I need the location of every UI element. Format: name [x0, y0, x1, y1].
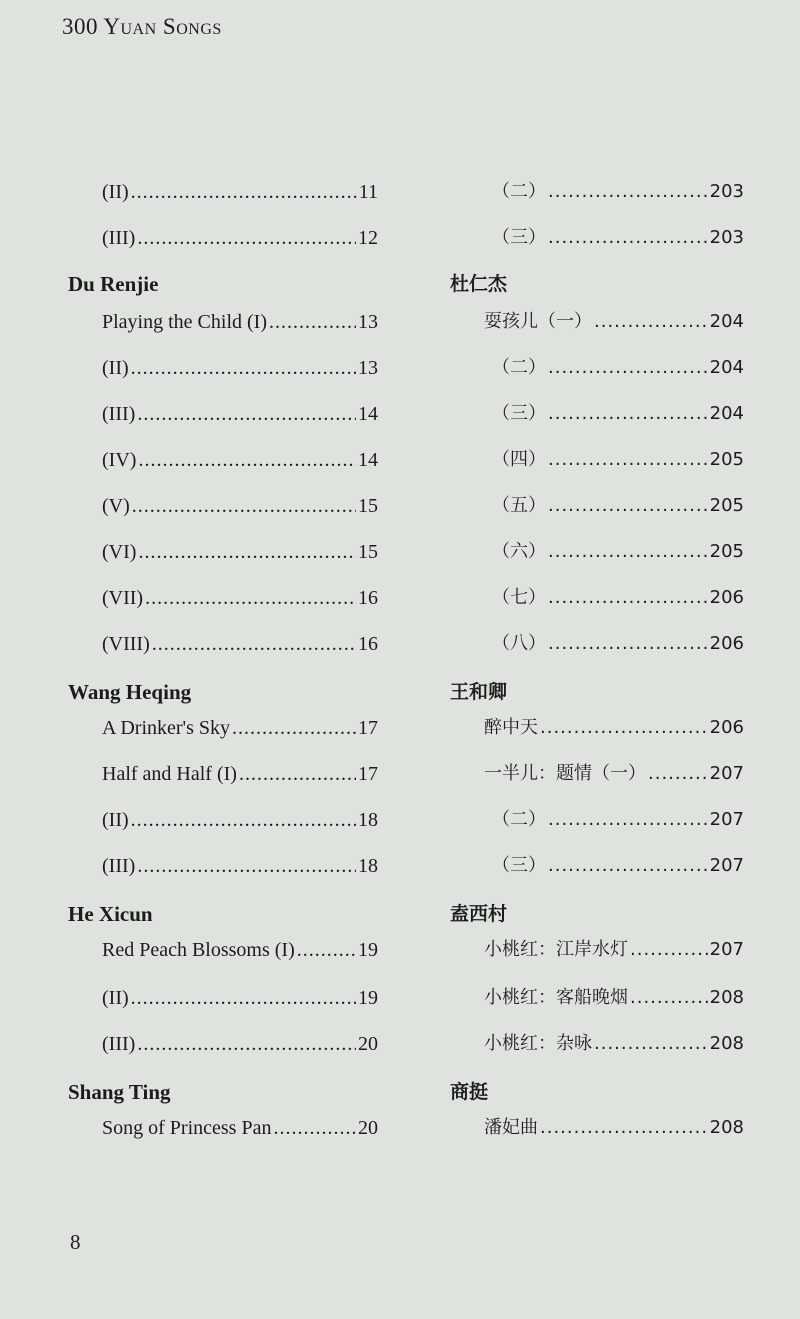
toc-entry	[102, 306, 378, 338]
toc-entry-page: 208	[709, 1033, 744, 1054]
toc-entry-title: （二）	[492, 357, 546, 378]
dot-leader	[548, 850, 708, 882]
dot-leader	[138, 444, 356, 476]
toc-author-heading: 杜仁杰	[450, 273, 508, 295]
dot-leader	[131, 352, 356, 384]
toc-entry-title: （八）	[492, 633, 546, 654]
toc-entry-page: 207	[709, 939, 744, 960]
toc-entry-title: （三）	[492, 403, 546, 424]
toc-author-heading: He Xicun	[68, 902, 153, 926]
dot-leader	[232, 712, 356, 744]
toc-author-heading: 商挺	[450, 1081, 489, 1103]
toc-entry-title: Playing the Child (I)	[102, 311, 267, 333]
toc-entry-page: 18	[358, 809, 378, 831]
toc-entry-page: 13	[358, 357, 378, 379]
dot-leader	[548, 628, 708, 660]
dot-leader	[137, 398, 356, 430]
toc-entry-page: 17	[358, 717, 378, 739]
toc-author-heading: 王和卿	[450, 681, 508, 703]
dot-leader	[145, 582, 356, 614]
toc-entry-page: 203	[709, 227, 744, 248]
toc-entry-title: (III)	[102, 403, 136, 425]
toc-entry-title: （四）	[492, 449, 546, 470]
toc-entry-page: 14	[358, 403, 378, 425]
toc-entry	[492, 850, 744, 882]
toc-entry-page: 14	[358, 449, 378, 471]
toc-entry-title: 小桃红：杂咏	[484, 1033, 592, 1054]
toc-author-heading: 盍西村	[450, 903, 508, 925]
toc-entry-title: 醉中天	[484, 717, 538, 738]
toc-entry-title: 耍孩儿（一）	[484, 311, 592, 332]
dot-leader	[548, 352, 708, 384]
toc-entry	[484, 982, 744, 1014]
dot-leader	[131, 804, 356, 836]
toc-entry-page: 13	[358, 311, 378, 333]
toc-entry-page: 15	[358, 541, 378, 563]
toc-entry-title: Song of Princess Pan	[102, 1117, 272, 1139]
toc-entry-page: 204	[709, 311, 744, 332]
toc-entry	[102, 582, 378, 614]
toc-entry	[492, 582, 744, 614]
toc-entry-page: 207	[709, 855, 744, 876]
toc-entry-title: (III)	[102, 855, 136, 877]
toc-entry-title: (II)	[102, 809, 129, 831]
toc-entry-page: 16	[358, 587, 378, 609]
toc-entry-title: （七）	[492, 587, 546, 608]
toc-entry-title: A Drinker's Sky	[102, 717, 231, 739]
toc-entry-title: (II)	[102, 181, 129, 203]
toc-entry-page: 203	[709, 181, 744, 202]
toc-entry	[484, 1028, 744, 1060]
dot-leader	[548, 582, 708, 614]
toc-entry	[102, 398, 378, 430]
dot-leader	[540, 1112, 708, 1144]
toc-entry	[492, 490, 744, 522]
toc-entry-page: 204	[709, 357, 744, 378]
toc-entry-page: 204	[709, 403, 744, 424]
toc-entry-title: (IV)	[102, 449, 137, 471]
dot-leader	[548, 444, 708, 476]
toc-entry-title: （二）	[492, 809, 546, 830]
toc-entry-page: 12	[358, 227, 378, 249]
toc-entry-page: 205	[709, 449, 744, 470]
toc-entry-page: 19	[358, 987, 378, 1009]
dot-leader	[273, 1112, 356, 1144]
toc-entry	[102, 444, 378, 476]
dot-leader	[152, 628, 356, 660]
toc-entry-title: 潘妃曲	[484, 1117, 538, 1138]
dot-leader	[594, 306, 708, 338]
toc-entry-page: 16	[358, 633, 378, 655]
toc-entry	[102, 712, 378, 744]
toc-entry-page: 20	[358, 1033, 378, 1055]
dot-leader	[548, 222, 708, 254]
toc-entry-page: 208	[709, 1117, 744, 1138]
toc-entry	[102, 934, 378, 966]
toc-entry-title: （三）	[492, 855, 546, 876]
dot-leader	[548, 176, 708, 208]
toc-entry	[492, 176, 744, 208]
toc-entry-page: 207	[709, 763, 744, 784]
toc-entry-page: 205	[709, 495, 744, 516]
dot-leader	[630, 982, 708, 1014]
toc-entry	[492, 222, 744, 254]
toc-entry-title: Half and Half (I)	[102, 763, 237, 785]
toc-entry-page: 207	[709, 809, 744, 830]
toc-entry-page: 17	[358, 763, 378, 785]
toc-entry	[492, 628, 744, 660]
dot-leader	[138, 536, 356, 568]
toc-author-heading: Shang Ting	[68, 1080, 171, 1104]
toc-entry-title: （六）	[492, 541, 546, 562]
page-number: 8	[70, 1230, 81, 1254]
dot-leader	[548, 804, 708, 836]
toc-entry-page: 205	[709, 541, 744, 562]
toc-entry-title: (VIII)	[102, 633, 150, 655]
toc-entry-title: (V)	[102, 495, 130, 517]
toc-entry-title: （二）	[492, 181, 546, 202]
toc-entry-page: 19	[358, 939, 378, 961]
toc-entry	[102, 628, 378, 660]
toc-entry	[102, 804, 378, 836]
toc-author-heading: Du Renjie	[68, 272, 159, 296]
toc-entry	[102, 758, 378, 790]
toc-entry	[484, 758, 744, 790]
toc-entry-title: （五）	[492, 495, 546, 516]
running-head: 300 Yuan Songs	[62, 14, 222, 39]
dot-leader	[132, 490, 356, 522]
toc-entry	[484, 934, 744, 966]
toc-entry	[492, 398, 744, 430]
toc-entry-page: 15	[358, 495, 378, 517]
toc-entry	[102, 1028, 378, 1060]
toc-entry-title: (II)	[102, 357, 129, 379]
toc-entry	[492, 804, 744, 836]
toc-entry-title: (III)	[102, 227, 136, 249]
toc-entry-title: (VI)	[102, 541, 137, 563]
toc-entry-title: 小桃红：江岸水灯	[484, 939, 628, 960]
dot-leader	[648, 758, 708, 790]
dot-leader	[540, 712, 708, 744]
dot-leader	[131, 176, 357, 208]
toc-entry-page: 206	[709, 587, 744, 608]
toc-entry	[102, 176, 378, 208]
toc-entry	[102, 222, 378, 254]
toc-entry-page: 206	[709, 717, 744, 738]
toc-entry-page: 18	[358, 855, 378, 877]
dot-leader	[239, 758, 356, 790]
toc-entry	[484, 712, 744, 744]
dot-leader	[297, 934, 356, 966]
toc-entry	[484, 306, 744, 338]
toc-entry	[492, 444, 744, 476]
toc-entry-page: 206	[709, 633, 744, 654]
toc-entry-page: 11	[358, 181, 378, 203]
dot-leader	[594, 1028, 708, 1060]
toc-entry-title: 小桃红：客船晚烟	[484, 987, 628, 1008]
toc-entry	[102, 1112, 378, 1144]
toc-entry	[484, 1112, 744, 1144]
toc-entry	[492, 352, 744, 384]
dot-leader	[137, 222, 356, 254]
toc-entry-page: 20	[358, 1117, 378, 1139]
toc-entry	[102, 536, 378, 568]
toc-entry-title: (II)	[102, 987, 129, 1009]
dot-leader	[131, 982, 356, 1014]
dot-leader	[269, 306, 356, 338]
dot-leader	[137, 850, 356, 882]
dot-leader	[548, 490, 708, 522]
toc-author-heading: Wang Heqing	[68, 680, 192, 704]
toc-entry	[492, 536, 744, 568]
toc-entry-title: 一半儿：题情（一）	[484, 763, 646, 784]
dot-leader	[548, 536, 708, 568]
toc-entry	[102, 490, 378, 522]
dot-leader	[548, 398, 708, 430]
toc-entry	[102, 982, 378, 1014]
dot-leader	[137, 1028, 356, 1060]
toc-entry-title: (VII)	[102, 587, 144, 609]
dot-leader	[630, 934, 708, 966]
toc-entry	[102, 352, 378, 384]
toc-entry-title: (III)	[102, 1033, 136, 1055]
toc-entry-page: 208	[709, 987, 744, 1008]
toc-entry	[102, 850, 378, 882]
toc-entry-title: Red Peach Blossoms (I)	[102, 939, 295, 961]
toc-entry-title: （三）	[492, 227, 546, 248]
